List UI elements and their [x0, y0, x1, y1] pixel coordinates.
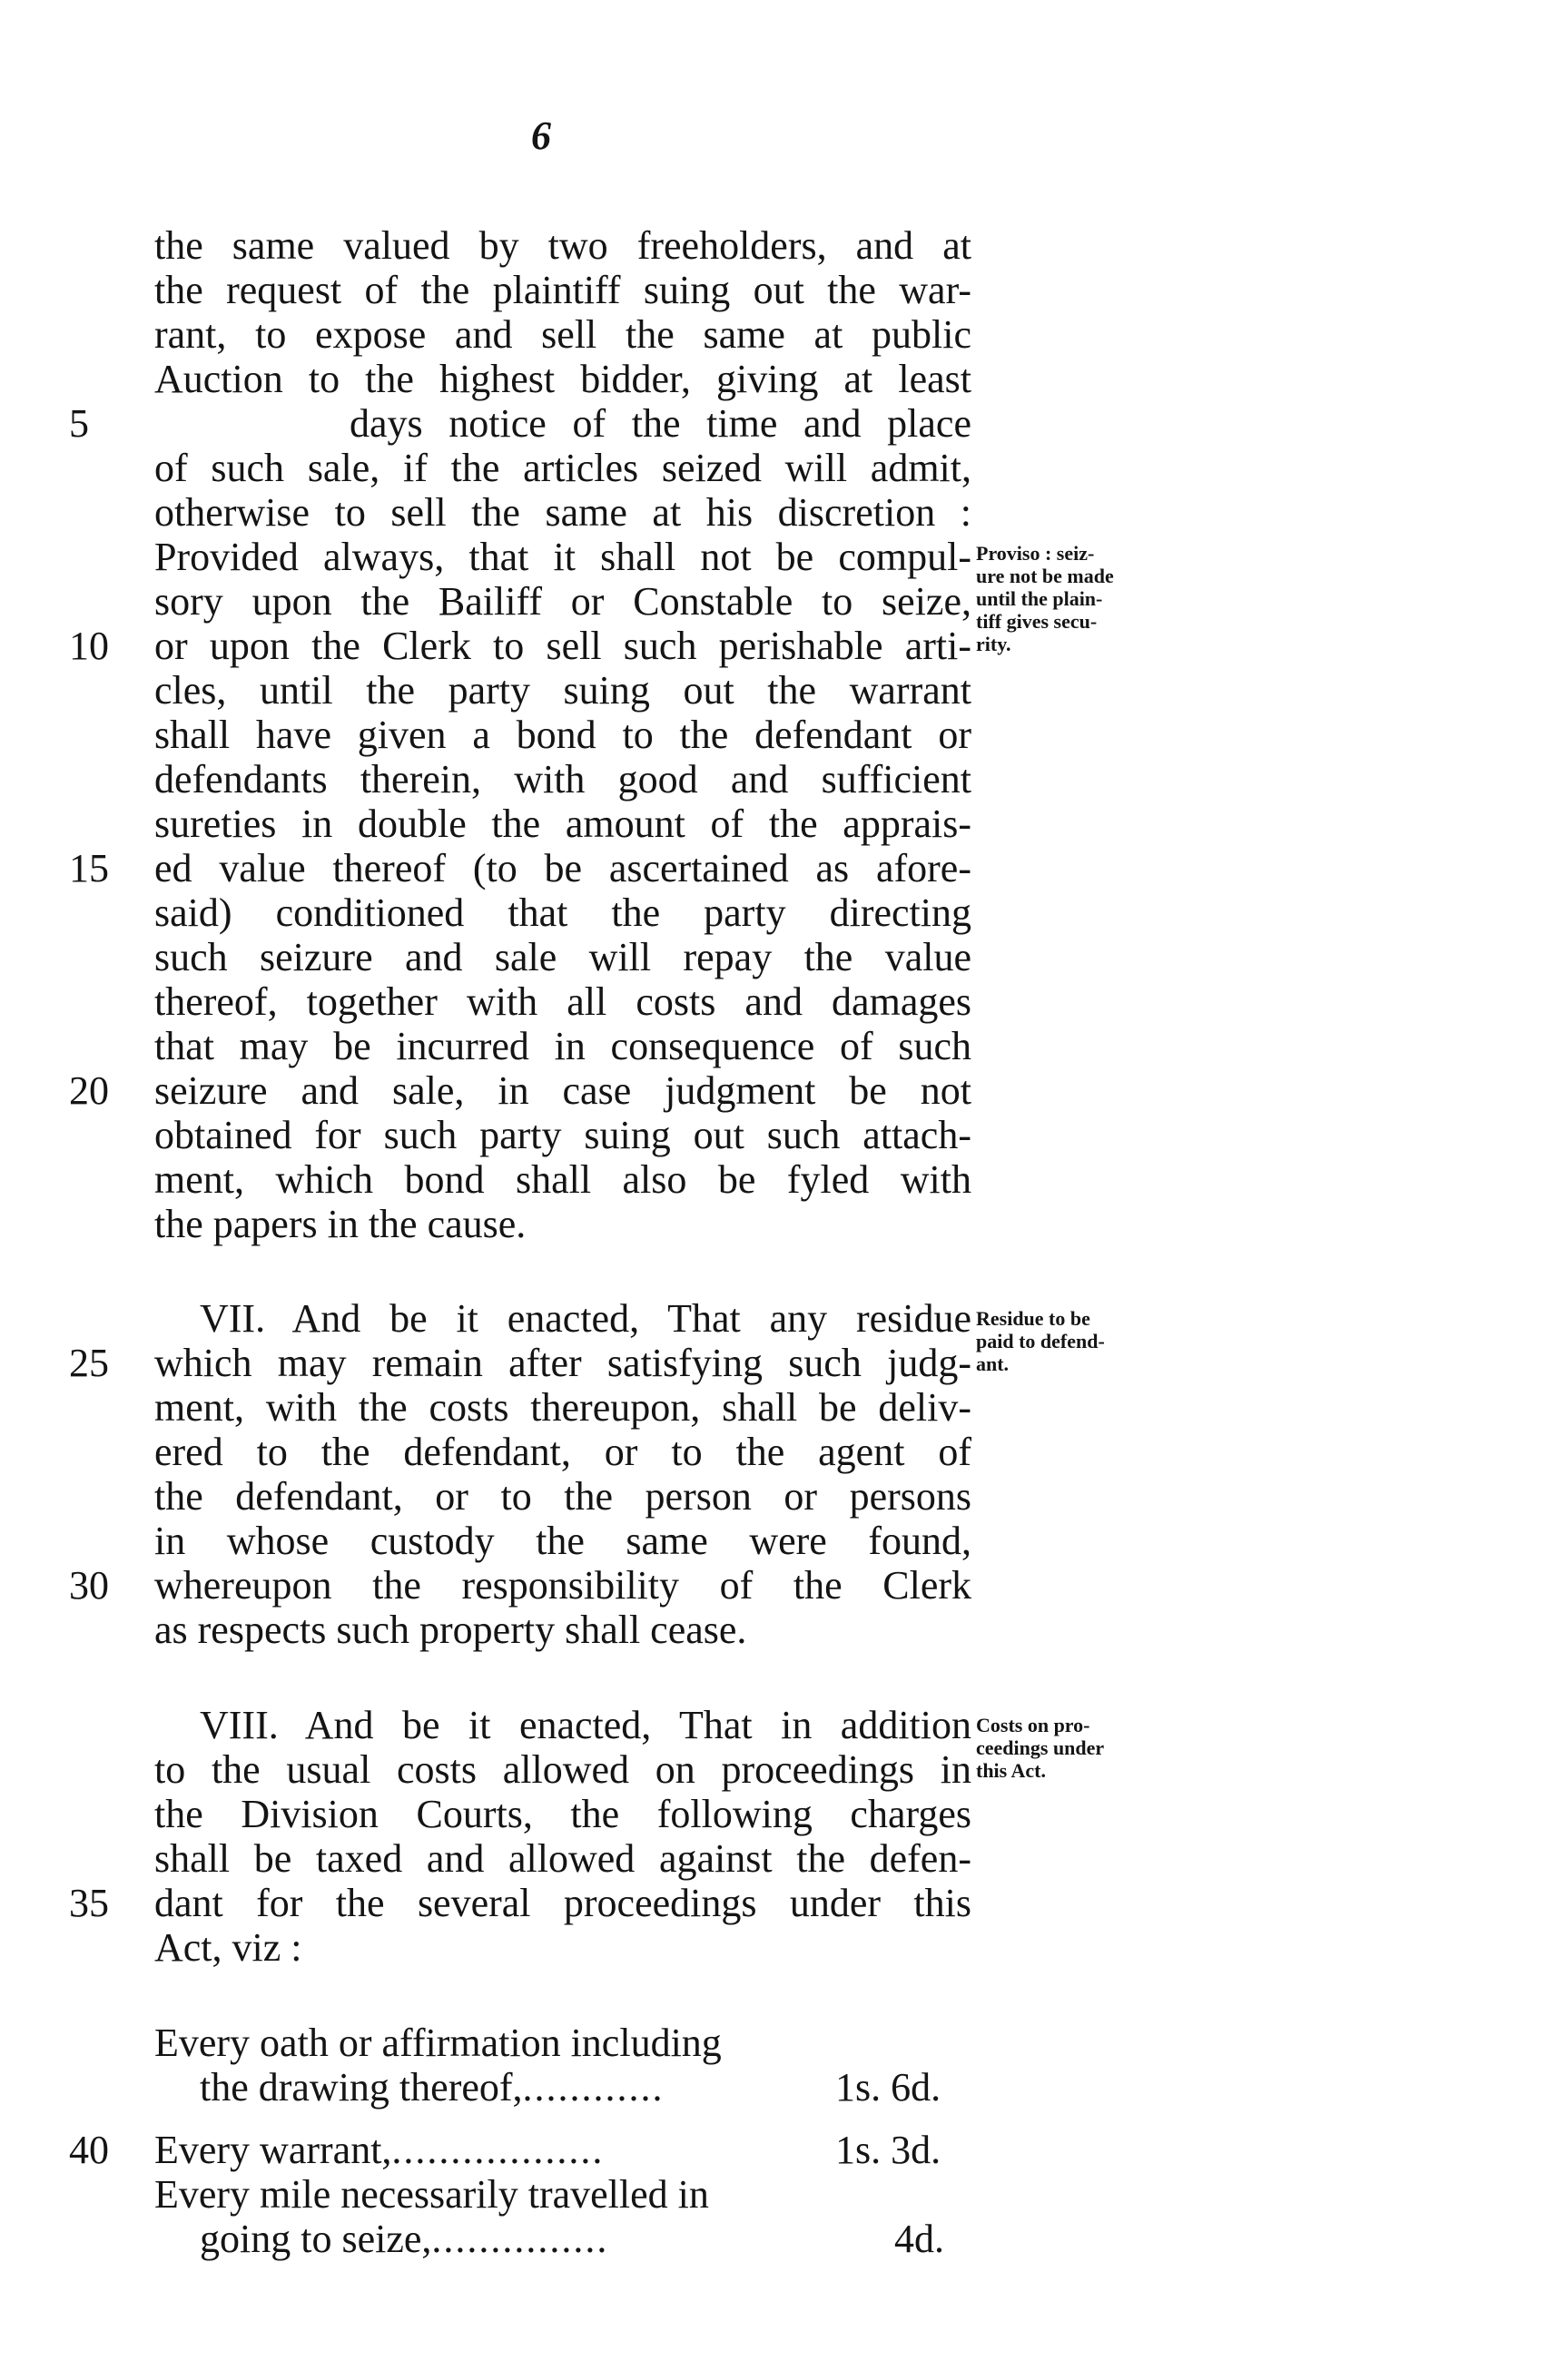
body-line: defendants therein, with good and sufficient: [154, 757, 971, 802]
body-line: or upon the Clerk to sell such perishable arti-: [154, 624, 971, 668]
leader-dots: ...............: [431, 2217, 609, 2261]
margin-note-line: until the plain-: [976, 587, 1103, 610]
margin-note-line: ant.: [976, 1352, 1010, 1375]
body-line: in whose custody the same were found,: [154, 1519, 971, 1563]
body-line: the same valued by two freeholders, and at: [154, 223, 971, 268]
fee-amount: 1s. 3d.: [835, 2128, 941, 2172]
margin-note-line: Residue to be: [976, 1307, 1090, 1330]
section-heading-line: VII. And be it enacted, That any residue: [200, 1296, 971, 1341]
body-line: days notice of the time and place: [350, 401, 971, 446]
body-line: to the usual costs allowed on proceedings in: [154, 1747, 971, 1792]
fee-item-mile: [200, 2217, 826, 2262]
line-number: 25: [69, 1341, 109, 1385]
line-number: 35: [69, 1881, 109, 1925]
line-number: 30: [69, 1563, 109, 1608]
margin-note-line: paid to defend-: [976, 1330, 1105, 1352]
body-line: dant for the several proceedings under this: [154, 1881, 971, 1925]
fee-item-oath: [200, 2065, 826, 2110]
body-line: ered to the defendant, or to the agent of: [154, 1430, 971, 1474]
body-line: shall be taxed and allowed against the defen-: [154, 1836, 971, 1881]
body-line: Auction to the highest bidder, giving at least: [154, 357, 971, 401]
body-line: sureties in double the amount of the apprais-: [154, 802, 971, 846]
body-line: whereupon the responsibility of the Clerk: [154, 1563, 971, 1608]
fee-desc-text: the drawing thereof,: [200, 2065, 523, 2110]
body-line: said) conditioned that the party directing: [154, 890, 971, 935]
page-number: 6: [531, 113, 551, 158]
fee-desc-text: going to seize,: [200, 2217, 432, 2261]
margin-note-line: rity.: [976, 633, 1011, 655]
body-line: ment, which bond shall also be fyled with: [154, 1157, 971, 1202]
body-line: seizure and sale, in case judgment be not: [154, 1068, 971, 1113]
body-line: ment, with the costs thereupon, shall be deliv-: [154, 1385, 971, 1430]
fee-item-oath-line1: Every oath or affirmation including: [154, 2021, 722, 2065]
fee-amount: 4d.: [894, 2217, 944, 2261]
fee-amount: 1s. 6d.: [835, 2065, 941, 2110]
section-heading-line: VIII. And be it enacted, That in addition: [200, 1703, 971, 1747]
line-number: 40: [69, 2128, 109, 2172]
body-line: that may be incurred in consequence of such: [154, 1024, 971, 1068]
body-line: the request of the plaintiff suing out the war-: [154, 268, 971, 312]
body-line: such seizure and sale will repay the value: [154, 935, 971, 979]
body-line: the Division Courts, the following charges: [154, 1792, 971, 1836]
body-line: rant, to expose and sell the same at public: [154, 312, 971, 357]
body-line: of such sale, if the articles seized will admit,: [154, 446, 971, 490]
margin-note-line: ure not be made: [976, 565, 1114, 587]
leader-dots: ............: [522, 2065, 665, 2110]
body-line: Act, viz :: [154, 1925, 302, 1970]
margin-note-line: tiff gives secu-: [976, 610, 1098, 633]
margin-note-proviso: [976, 542, 1167, 655]
body-line: ed value thereof (to be ascertained as afore-: [154, 846, 971, 890]
margin-note-line: this Act.: [976, 1759, 1046, 1782]
body-line: shall have given a bond to the defendant or: [154, 713, 971, 757]
margin-note-line: Costs on pro-: [976, 1714, 1090, 1736]
body-line: otherwise to sell the same at his discretion :: [154, 490, 971, 535]
body-line: Provided always, that it shall not be compul-: [154, 535, 971, 579]
body-line: the defendant, or to the person or persons: [154, 1474, 971, 1519]
body-line: cles, until the party suing out the warrant: [154, 668, 971, 713]
margin-note-line: ceedings under: [976, 1736, 1105, 1759]
margin-note-line: Proviso : seiz-: [976, 542, 1095, 565]
margin-note-residue: [976, 1307, 1167, 1375]
line-number: 20: [69, 1068, 109, 1113]
body-line: as respects such property shall cease.: [154, 1608, 747, 1652]
body-line: which may remain after satisfying such judg-: [154, 1341, 971, 1385]
body-line: the papers in the cause.: [154, 1202, 527, 1246]
fee-desc-text: Every warrant,: [154, 2128, 392, 2172]
line-number: 5: [69, 401, 89, 446]
fee-item-warrant: [154, 2128, 826, 2173]
body-line: sory upon the Bailiff or Constable to seize,: [154, 579, 971, 624]
fee-item-mile-line1: Every mile necessarily travelled in: [154, 2172, 709, 2217]
line-number: 15: [69, 846, 109, 890]
margin-note-costs: [976, 1714, 1167, 1782]
body-line: thereof, together with all costs and damages: [154, 979, 971, 1024]
body-line: obtained for such party suing out such attach-: [154, 1113, 971, 1157]
line-number: 10: [69, 624, 109, 668]
leader-dots: ..................: [391, 2128, 605, 2172]
